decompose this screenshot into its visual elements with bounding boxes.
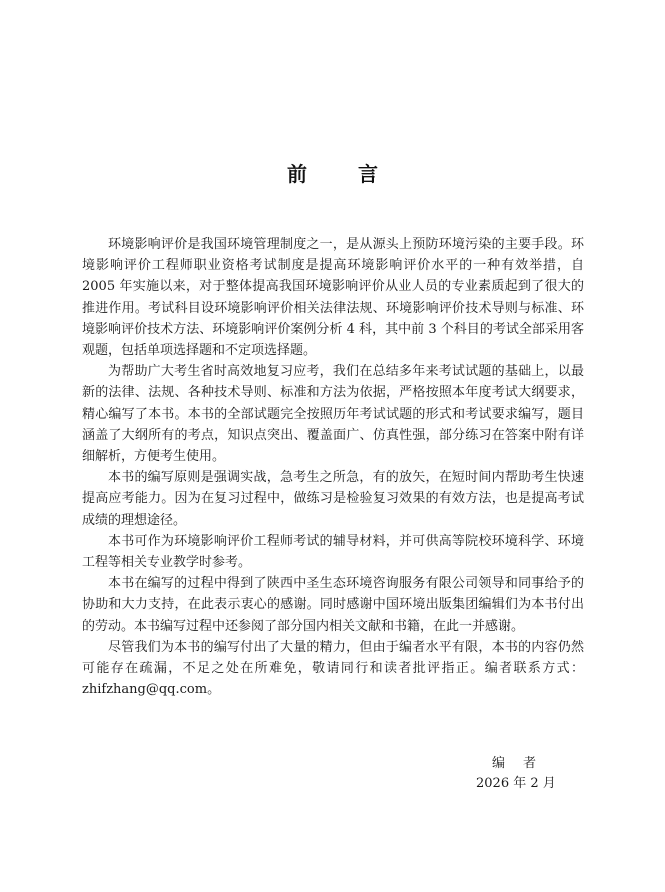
preface-body — [82, 234, 584, 700]
paragraph: 本书的编写原则是强调实战，急考生之所急，有的放矢，在短时间内帮助考生快速提高应考能力。因为在复习过程中，做练习是检验复习效果的有效方法，也是提高考试成绩的理想途径。 — [82, 470, 584, 528]
paragraph: 尽管我们为本书的编写付出了大量的精力，但由于编者水平有限，本书的内容仍然可能存在疏漏，不足之处在所难免，敬请同行和读者批评指正。编者联系方式：zhifzhang@qq.com。 — [82, 639, 584, 698]
author-label: 编者 — [492, 756, 555, 771]
paragraph: 本书在编写的过程中得到了陕西中圣生态环境咨询服务有限公司领导和同事给予的协助和大力支持，在此表示衷心的感谢。同时感谢中国环境出版集团编辑们为本书付出的劳动。本书编写过程中还参阅了部分国内相关文献和书籍，在此一并感谢。 — [82, 576, 584, 634]
page-title: 前 言 — [287, 162, 400, 186]
paragraph: 本书可作为环境影响评价工程师考试的辅导材料，并可供高等院校环境科学、环境工程等相关专业教学时参考。 — [82, 533, 584, 571]
date-label: 2026 年 2 月 — [476, 776, 556, 791]
paragraph: 为帮助广大考生省时高效地复习应考，我们在总结多年来考试试题的基础上，以最新的法律、法规、各种技术导则、标准和方法为依据，严格按照本年度考试大纲要求，精心编写了本书。本书的全部试题完全按照历年考试试题的形式和考试要求编写，题目涵盖了大纲所有的考点，知识点突出、覆盖面广、仿真性强，部分练习在答案中附有详细解析，方便考生使用。 — [82, 364, 584, 465]
paragraph: 环境影响评价是我国环境管理制度之一，是从源头上预防环境污染的主要手段。环境影响评价工程师职业资格考试制度是提高环境影响评价水平的一种有效举措，自 2005 年实施以来，对于整体提高我国环境影响评价从业人员的专业素质起到了很大的推进作用。考试科目设环境影响评价相关法律法规、环境影响评价技术导则与标准、环境影响评价技术方法、环境影响评价案例分析 4 科，其中前 3 个科目的考试全部采用客观题，包括单项选择题和不定项选择题。 — [82, 237, 584, 359]
